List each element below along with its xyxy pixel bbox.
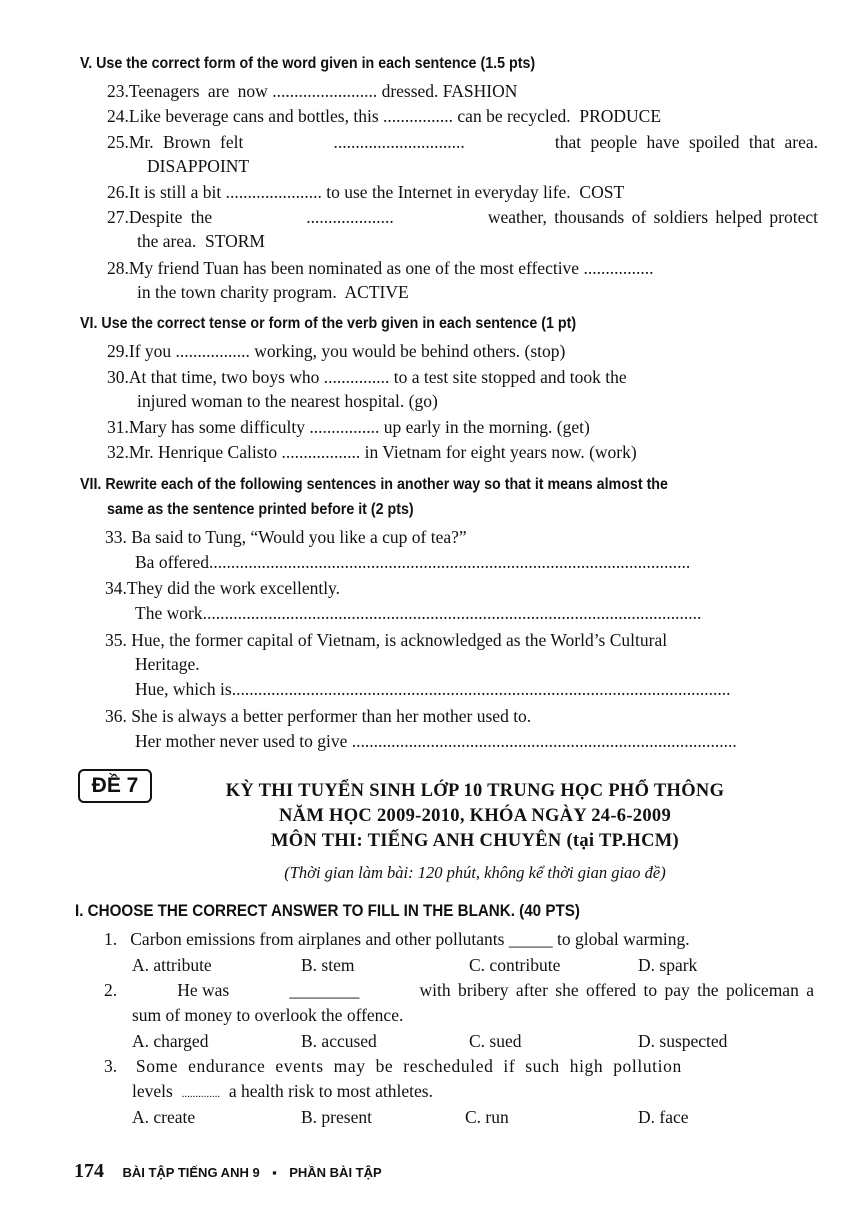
question-35: 35. Hue, the former capital of Vietnam, is acknowledged as the World’s Cultural xyxy=(105,630,668,650)
question-28: 28.My friend Tuan has been nominated as one of the most effective ................ xyxy=(107,258,654,278)
answer-blank[interactable]: .................. xyxy=(281,442,361,462)
exam-time: (Thời gian làm bài: 120 phút, không kể thời gian giao đề) xyxy=(284,863,666,882)
option-c[interactable]: C. sued xyxy=(469,1031,522,1051)
page-footer xyxy=(74,1160,382,1183)
question-34: 34.They did the work excellently. xyxy=(105,578,341,598)
question-34-answer[interactable]: The work.................................................................................................................. xyxy=(135,603,702,623)
question-24: 24.Like beverage cans and bottles, this ................ can be recycled. PRODUCE xyxy=(107,106,662,126)
question-33-answer[interactable]: Ba offered.............................................................................................................. xyxy=(135,552,691,572)
option-c[interactable]: C. contribute xyxy=(469,955,561,975)
answer-blank[interactable]: ................ xyxy=(583,258,654,278)
question-27-cont: the area. STORM xyxy=(137,231,265,251)
answer-blank[interactable]: ........................ xyxy=(272,81,378,101)
option-b[interactable]: B. present xyxy=(301,1107,372,1127)
option-a[interactable]: A. charged xyxy=(132,1031,209,1051)
section-vii-heading-2: same as the sentence printed before it (2 pts) xyxy=(107,501,414,518)
exam-title-2: NĂM HỌC 2009-2010, KHÓA NGÀY 24-6-2009 xyxy=(279,806,671,826)
question-30-cont: injured woman to the nearest hospital. (go) xyxy=(137,391,438,411)
question-26: 26.It is still a bit ...................... to use the Internet in everyday life. COST xyxy=(107,182,625,202)
question-3: 3. Some endurance events may be rescheduled if such high pollution xyxy=(104,1056,682,1076)
answer-blank[interactable]: _____ xyxy=(508,929,553,949)
question-29: 29.If you ................. working, you would be behind others. (stop) xyxy=(107,341,566,361)
option-a[interactable]: A. create xyxy=(132,1107,196,1127)
option-d[interactable]: D. face xyxy=(638,1107,689,1127)
question-31: 31.Mary has some difficulty ................ up early in the morning. (get) xyxy=(107,417,590,437)
question-36-answer[interactable]: Her mother never used to give ........................................................................................ xyxy=(135,731,737,751)
question-2-cont: sum of money to overlook the offence. xyxy=(132,1005,404,1025)
answer-blank[interactable]: ................. xyxy=(175,341,250,361)
question-35-answer[interactable]: Hue, which is.................................................................................................................. xyxy=(135,679,731,699)
page-number: 174 xyxy=(74,1160,104,1182)
answer-line: .............................................................................................................. xyxy=(209,552,691,572)
part-i-heading: I. CHOOSE THE CORRECT ANSWER TO FILL IN THE BLANK. (40 PTS) xyxy=(75,902,580,920)
answer-blank[interactable]: ................ xyxy=(383,106,454,126)
option-d[interactable]: D. suspected xyxy=(638,1031,728,1051)
question-2: 2. He was ________ with bribery after she offered to pay the policeman a xyxy=(104,980,814,1000)
question-36: 36. She is always a better performer than her mother used to. xyxy=(105,706,532,726)
answer-blank[interactable]: ...................... xyxy=(225,182,322,202)
exam-badge: ĐỀ 7 xyxy=(78,769,152,803)
question-28-cont: in the town charity program. ACTIVE xyxy=(137,282,409,302)
question-25: 25.Mr. Brown felt .............................. that people have spoiled that area. xyxy=(107,132,818,152)
answer-blank[interactable]: .............. xyxy=(181,1088,221,1100)
question-1: 1. Carbon emissions from airplanes and other pollutants _____ to global warming. xyxy=(104,929,690,949)
option-b[interactable]: B. accused xyxy=(301,1031,377,1051)
answer-line: .................................................................................................................. xyxy=(202,603,702,623)
section-vii-heading-1: VII. Rewrite each of the following sentences in another way so that it means almost the xyxy=(80,476,668,493)
part-title: PHẦN BÀI TẬP xyxy=(289,1165,382,1180)
section-vi-heading: VI. Use the correct tense or form of the verb given in each sentence (1 pt) xyxy=(80,315,577,332)
exam-title-3: MÔN THI: TIẾNG ANH CHUYÊN (tại TP.HCM) xyxy=(271,831,679,851)
answer-blank[interactable]: ________ xyxy=(289,980,360,1000)
option-d[interactable]: D. spark xyxy=(638,955,698,975)
question-23: 23.Teenagers are now ........................ dressed. FASHION xyxy=(107,81,518,101)
exam-title-1: KỲ THI TUYỂN SINH LỚP 10 TRUNG HỌC PHỔ THÔNG xyxy=(225,781,725,801)
option-c[interactable]: C. run xyxy=(465,1107,509,1127)
question-33: 33. Ba said to Tung, “Would you like a cup of tea?” xyxy=(105,527,467,547)
answer-blank[interactable]: ............... xyxy=(323,367,390,387)
bullet-icon: ▪ xyxy=(272,1165,277,1180)
answer-line: .................................................................................................................. xyxy=(231,679,731,699)
answer-blank[interactable]: .............................. xyxy=(333,132,465,152)
question-32: 32.Mr. Henrique Calisto .................. in Vietnam for eight years now. (work) xyxy=(107,442,637,462)
question-27: 27.Despite the .................... weather, thousands of soldiers helped protect xyxy=(107,207,818,227)
option-b[interactable]: B. stem xyxy=(301,955,355,975)
question-35-cont: Heritage. xyxy=(135,654,200,674)
answer-blank[interactable]: .................... xyxy=(306,207,394,227)
question-25-word: DISAPPOINT xyxy=(147,156,250,176)
question-3-cont: levels .............. a health risk to most athletes. xyxy=(132,1081,433,1101)
section-v-heading: V. Use the correct form of the word given in each sentence (1.5 pts) xyxy=(80,55,536,72)
question-30: 30.At that time, two boys who ............... to a test site stopped and took the xyxy=(107,367,627,387)
option-a[interactable]: A. attribute xyxy=(132,955,212,975)
book-title: BÀI TẬP TIẾNG ANH 9 xyxy=(122,1165,260,1180)
answer-blank[interactable]: ................ xyxy=(309,417,380,437)
answer-line: ........................................................................................ xyxy=(351,731,737,751)
